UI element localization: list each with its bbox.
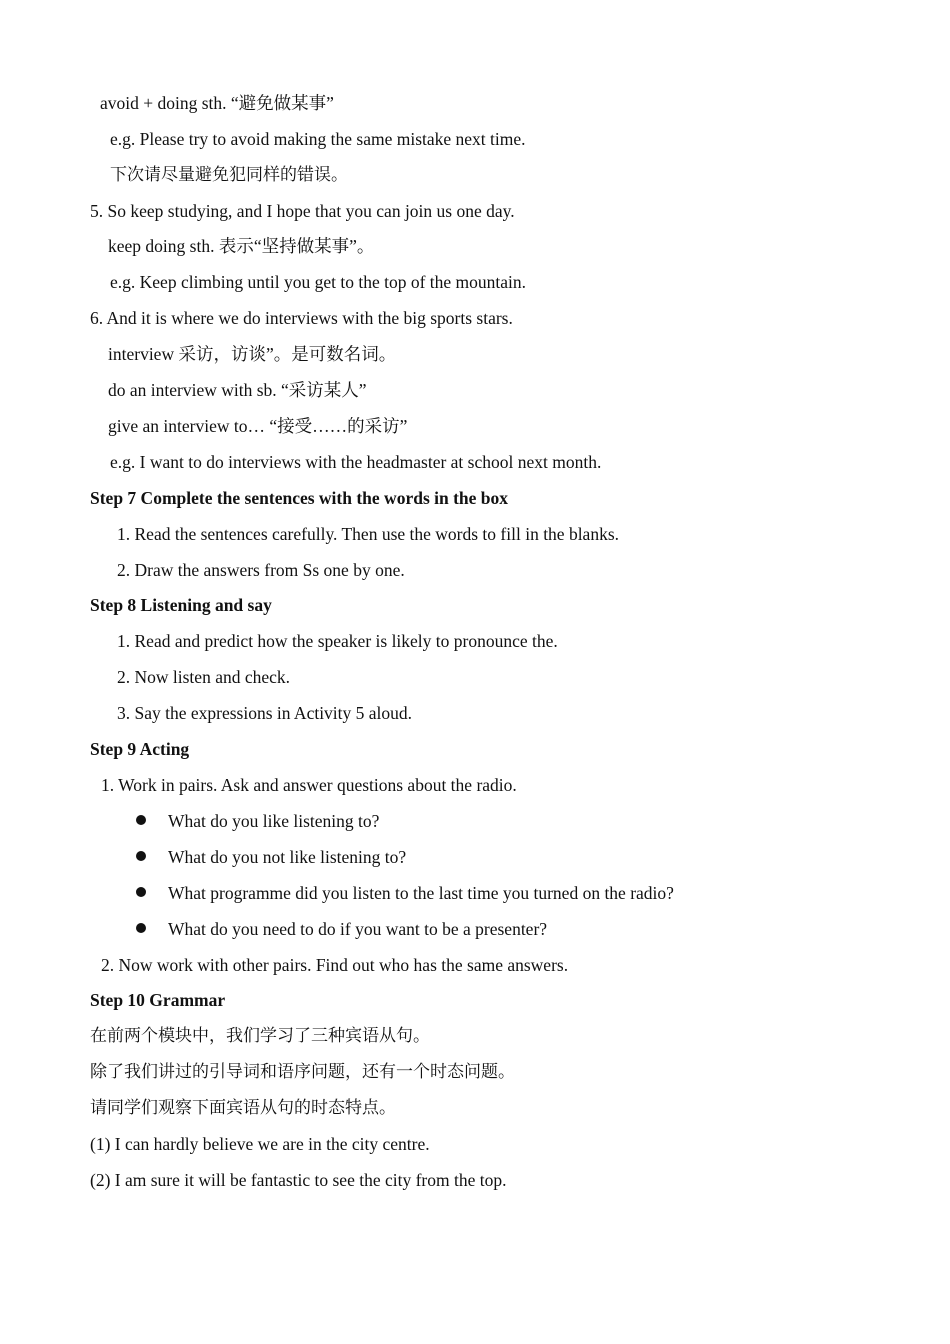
item-6-note-3: give an interview to… “接受……的采访”	[108, 416, 408, 436]
step-7-item-2: 2. Draw the answers from Ss one by one.	[117, 560, 405, 580]
step-8-item-3: 3. Say the expressions in Activity 5 aloud.	[117, 703, 413, 723]
item-6-example: e.g. I want to do interviews with the headmaster at school next month.	[110, 452, 602, 472]
bullet-dot-icon	[136, 887, 146, 897]
bullet-dot-icon	[136, 923, 146, 933]
step-8-item-1: 1. Read and predict how the speaker is likely to pronounce the.	[117, 631, 558, 651]
item-6-note-2: do an interview with sb. “采访某人”	[108, 380, 367, 400]
step-10-example-1: (1) I can hardly believe we are in the city centre.	[90, 1134, 430, 1154]
step-10-chinese-1: 在前两个模块中，我们学习了三种宾语从句。	[90, 1026, 430, 1046]
step-9-bullet-2: What do you not like listening to?	[168, 847, 407, 867]
step-9-bullet-1: What do you like listening to?	[168, 811, 380, 831]
item-5-example: e.g. Keep climbing until you get to the top of the mountain.	[110, 272, 527, 292]
item-6-sentence: 6. And it is where we do interviews with the big sports stars.	[90, 308, 513, 328]
step-8-heading: Step 8 Listening and say	[90, 595, 272, 615]
step-8-item-2: 2. Now listen and check.	[117, 667, 291, 687]
step-7-item-1: 1. Read the sentences carefully. Then use the words to fill in the blanks.	[117, 524, 620, 544]
avoid-translation: 下次请尽量避免犯同样的错误。	[110, 165, 348, 185]
step-7-heading: Step 7 Complete the sentences with the words in the box	[90, 488, 509, 508]
step-10-heading: Step 10 Grammar	[90, 990, 226, 1010]
item-5-sentence: 5. So keep studying, and I hope that you can join us one day.	[90, 201, 515, 221]
bullet-dot-icon	[136, 851, 146, 861]
step-9-bullet-4: What do you need to do if you want to be a presenter?	[168, 919, 548, 939]
step-9-item-2: 2. Now work with other pairs. Find out who has the same answers.	[101, 955, 569, 975]
step-9-bullet-3: What programme did you listen to the last time you turned on the radio?	[168, 883, 674, 903]
item-6-note-1: interview 采访，访谈”。是可数名词。	[108, 344, 397, 364]
step-9-heading: Step 9 Acting	[90, 739, 190, 759]
step-9-item-1: 1. Work in pairs. Ask and answer questions about the radio.	[101, 775, 517, 795]
step-10-chinese-3: 请同学们观察下面宾语从句的时态特点。	[90, 1098, 396, 1118]
item-5-note: keep doing sth. 表示“坚持做某事”。	[108, 236, 375, 256]
avoid-example: e.g. Please try to avoid making the same mistake next time.	[110, 129, 526, 149]
bullet-dot-icon	[136, 815, 146, 825]
step-10-example-2: (2) I am sure it will be fantastic to see the city from the top.	[90, 1170, 507, 1190]
avoid-phrase: avoid + doing sth. “避免做某事”	[100, 93, 334, 113]
step-10-chinese-2: 除了我们讲过的引导词和语序问题，还有一个时态问题。	[90, 1062, 515, 1082]
